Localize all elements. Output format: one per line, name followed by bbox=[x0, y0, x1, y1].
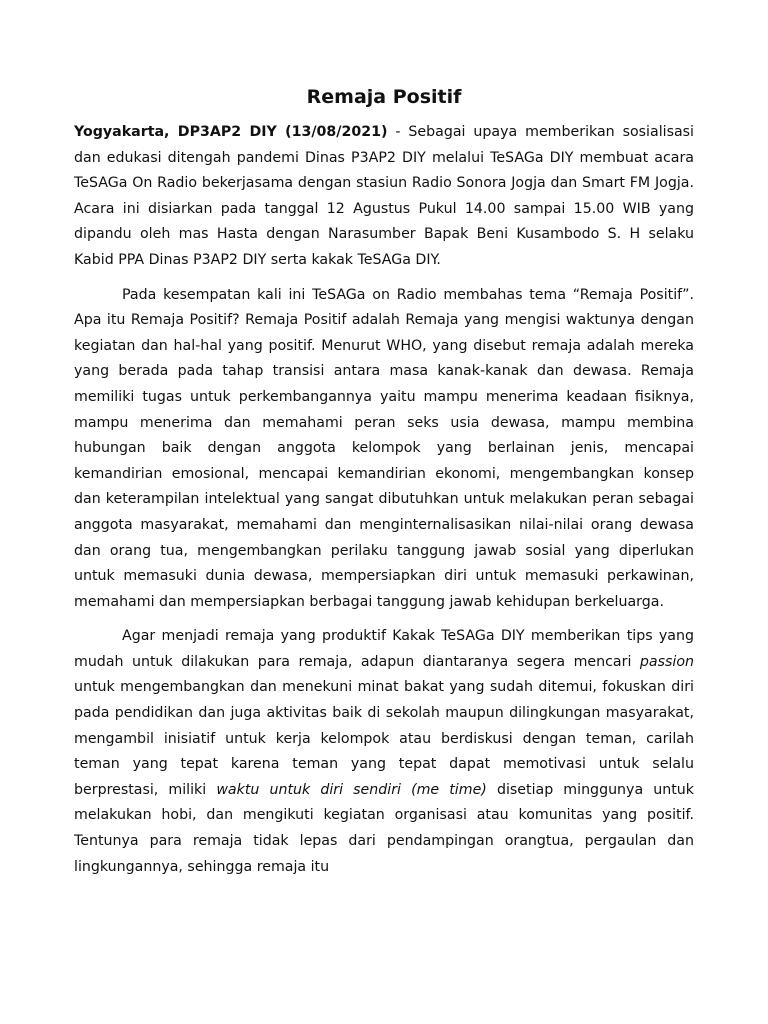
italic-passion: passion bbox=[639, 653, 694, 670]
italic-me-time: waktu untuk diri sendiri (me time) bbox=[216, 781, 487, 798]
document-title: Remaja Positif bbox=[306, 86, 462, 108]
paragraph-tips-text-3: disetiap minggunya untuk melakukan hobi, dan mengikuti kegiatan organisasi atau komunitas yang positif. Tentunya para remaja tidak lepas dari pendampingan orangtua, pergaulan dan lingkungannya, sehingga remaja itu bbox=[74, 781, 694, 875]
document-page bbox=[74, 84, 694, 889]
paragraph-tips-text-2: untuk mengembangkan dan menekuni minat bakat yang sudah ditemui, fokuskan diri pada pendidikan dan juga aktivitas baik di sekolah maupun dilingkungan masyarakat, mengambil inisiatif untuk kerja kelompok atau berdiskusi dengan teman, carilah teman yang tepat karena teman yang tepat dapat memotivasi untuk selalu berprestasi, miliki bbox=[74, 679, 694, 798]
paragraph-intro bbox=[74, 120, 694, 274]
paragraph-tips bbox=[74, 624, 694, 880]
paragraph-definition: Pada kesempatan kali ini TeSAGa on Radio membahas tema “Remaja Positif”. Apa itu Remaja Positif? Remaja Positif adalah Remaja yang mengisi waktunya dengan kegiatan dan hal-hal yang positif. Menurut WHO, yang disebut remaja adalah mereka yang berada pada tahap transisi antara masa kanak-kanak dan dewasa. Remaja memiliki tugas untuk perkembangannya yaitu mampu menerima keadaan fisiknya, mampu menerima dan memahami peran seks usia dewasa, mampu membina hubungan baik dengan anggota kelompok yang berlainan jenis, mencapai kemandirian emosional, mencapai kemandirian ekonomi, mengembangkan konsep dan keterampilan intelektual yang sangat dibutuhkan untuk melakukan peran sebagai anggota masyarakat, memahami dan menginternalisasikan nilai-nilai orang dewasa dan orang tua, mengembangkan perilaku tanggung jawab sosial yang diperlukan untuk memasuki dunia dewasa, mempersiapkan diri untuk memasuki perkawinan, memahami dan mempersiapkan berbagai tanggung jawab kehidupan berkeluarga. bbox=[74, 286, 694, 610]
paragraph-tips-text-1: Agar menjadi remaja yang produktif Kakak TeSAGa DIY memberikan tips yang mudah untuk dilakukan para remaja, adapun diantaranya segera mencari bbox=[74, 628, 694, 670]
paragraph-intro-text: - Sebagai upaya memberikan sosialisasi dan edukasi ditengah pandemi Dinas P3AP2 DIY melalui TeSAGa DIY membuat acara TeSAGa On Radio bekerjasama dengan stasiun Radio Sonora Jogja dan Smart FM Jogja. Acara ini disiarkan pada tanggal 12 Agustus Pukul 14.00 sampai 15.00 WIB yang dipandu oleh mas Hasta dengan Narasumber Bapak Beni Kusambodo S. H selaku Kabid PPA Dinas P3AP2 DIY serta kakak TeSAGa DIY. bbox=[74, 124, 694, 268]
dateline: Yogyakarta, DP3AP2 DIY (13/08/2021) bbox=[74, 124, 388, 140]
